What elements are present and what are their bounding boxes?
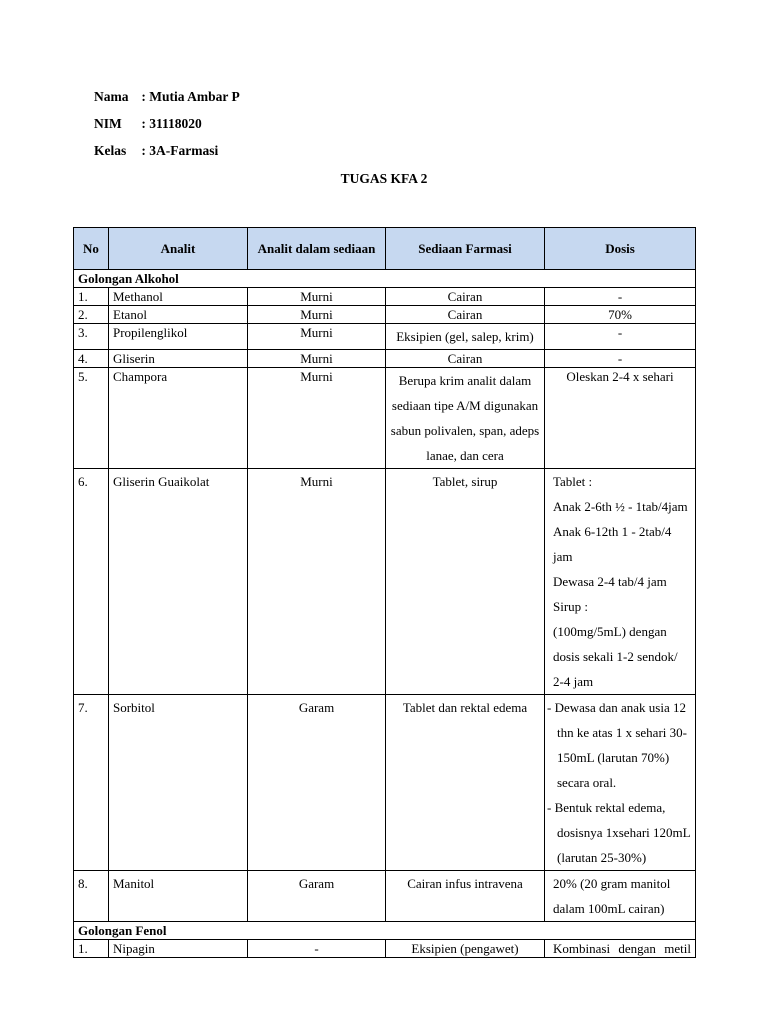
cell-sediaan: Cairan — [386, 288, 545, 306]
header-sediaan-farmasi: Sediaan Farmasi — [386, 228, 545, 270]
cell-dosis: - — [545, 350, 696, 368]
cell-dosis: 70% — [545, 306, 696, 324]
cell-analit-sediaan: Garam — [248, 695, 386, 871]
cell-dosis: 20% (20 gram manitol dalam 100mL cairan) — [545, 871, 696, 922]
cell-no: 1. — [74, 940, 109, 958]
cell-no: 5. — [74, 368, 109, 469]
cell-sediaan: Cairan — [386, 306, 545, 324]
cell-sediaan: Eksipien (gel, salep, krim) — [386, 324, 545, 350]
cell-analit-sediaan: Murni — [248, 288, 386, 306]
cell-analit: Propilenglikol — [109, 324, 248, 350]
cell-analit-sediaan: Murni — [248, 469, 386, 695]
table-row — [74, 306, 696, 324]
table-row — [74, 324, 696, 350]
cell-analit-sediaan: Murni — [248, 350, 386, 368]
dosis-line: Tablet : — [553, 474, 593, 489]
dosis-line: - Dewasa dan anak usia 12 thn ke atas 1 x sehari 30-150mL (larutan 70%) secara oral. — [547, 700, 687, 790]
group-row-alkohol — [74, 270, 696, 288]
group-label: Golongan Fenol — [74, 922, 696, 940]
class-row — [94, 143, 218, 159]
name-value: : Mutia Ambar P — [141, 89, 240, 104]
dosis-line: (100mg/5mL) dengan dosis sekali 1-2 sendok/ 2-4 jam — [553, 624, 678, 689]
cell-no: 3. — [74, 324, 109, 350]
name-label: Nama — [94, 89, 129, 104]
cell-analit: Sorbitol — [109, 695, 248, 871]
cell-analit: Gliserin Guaikolat — [109, 469, 248, 695]
cell-sediaan: Tablet, sirup — [386, 469, 545, 695]
dosis-line: Anak 6-12th 1 - 2tab/4 jam — [553, 524, 672, 564]
table-row — [74, 695, 696, 871]
table-row — [74, 871, 696, 922]
header-analit: Analit — [109, 228, 248, 270]
cell-analit: Nipagin — [109, 940, 248, 958]
cell-no: 6. — [74, 469, 109, 695]
cell-dosis: - — [545, 288, 696, 306]
name-row — [94, 89, 240, 105]
cell-no: 4. — [74, 350, 109, 368]
nim-row — [94, 116, 202, 132]
cell-no: 8. — [74, 871, 109, 922]
class-value: : 3A-Farmasi — [141, 143, 219, 158]
table-row — [74, 368, 696, 469]
cell-no: 7. — [74, 695, 109, 871]
cell-analit-sediaan: Murni — [248, 324, 386, 350]
header-analit-sediaan: Analit dalam sediaan — [248, 228, 386, 270]
cell-analit: Champora — [109, 368, 248, 469]
header-no: No — [74, 228, 109, 270]
dosis-line: Sirup : — [553, 599, 589, 614]
dosis-line: Dewasa 2-4 tab/4 jam — [553, 574, 667, 589]
analyte-table — [73, 227, 696, 958]
cell-sediaan: Berupa krim analit dalam sediaan tipe A/M digunakan sabun polivalen, span, adeps lanae, dan cera — [386, 368, 545, 469]
document-title: TUGAS KFA 2 — [340, 171, 428, 186]
cell-sediaan: Cairan — [386, 350, 545, 368]
class-label: Kelas — [94, 143, 127, 158]
header-dosis: Dosis — [545, 228, 696, 270]
table-row — [74, 469, 696, 695]
cell-analit: Methanol — [109, 288, 248, 306]
table-row — [74, 350, 696, 368]
table-header-row — [74, 228, 696, 270]
cell-dosis: Oleskan 2-4 x sehari — [545, 368, 696, 469]
cell-dosis: Kombinasi dengan metil — [545, 940, 696, 958]
group-label: Golongan Alkohol — [74, 270, 696, 288]
cell-sediaan: Eksipien (pengawet) — [386, 940, 545, 958]
dosis-line: Anak 2-6th ½ - 1tab/4jam — [553, 499, 688, 514]
cell-sediaan: Tablet dan rektal edema — [386, 695, 545, 871]
cell-no: 1. — [74, 288, 109, 306]
table-row — [74, 940, 696, 958]
dosis-line: - Bentuk rektal edema, dosisnya 1xsehari 120mL (larutan 25-30%) — [547, 800, 691, 865]
cell-dosis: - — [545, 324, 696, 350]
cell-analit-sediaan: - — [248, 940, 386, 958]
cell-analit-sediaan: Garam — [248, 871, 386, 922]
cell-dosis — [545, 695, 696, 871]
group-row-fenol — [74, 922, 696, 940]
nim-value: : 31118020 — [141, 116, 202, 131]
cell-dosis — [545, 469, 696, 695]
cell-analit: Etanol — [109, 306, 248, 324]
cell-sediaan: Cairan infus intravena — [386, 871, 545, 922]
table-row — [74, 288, 696, 306]
cell-no: 2. — [74, 306, 109, 324]
cell-analit-sediaan: Murni — [248, 306, 386, 324]
cell-analit-sediaan: Murni — [248, 368, 386, 469]
cell-analit: Manitol — [109, 871, 248, 922]
cell-analit: Gliserin — [109, 350, 248, 368]
nim-label: NIM — [94, 116, 122, 131]
